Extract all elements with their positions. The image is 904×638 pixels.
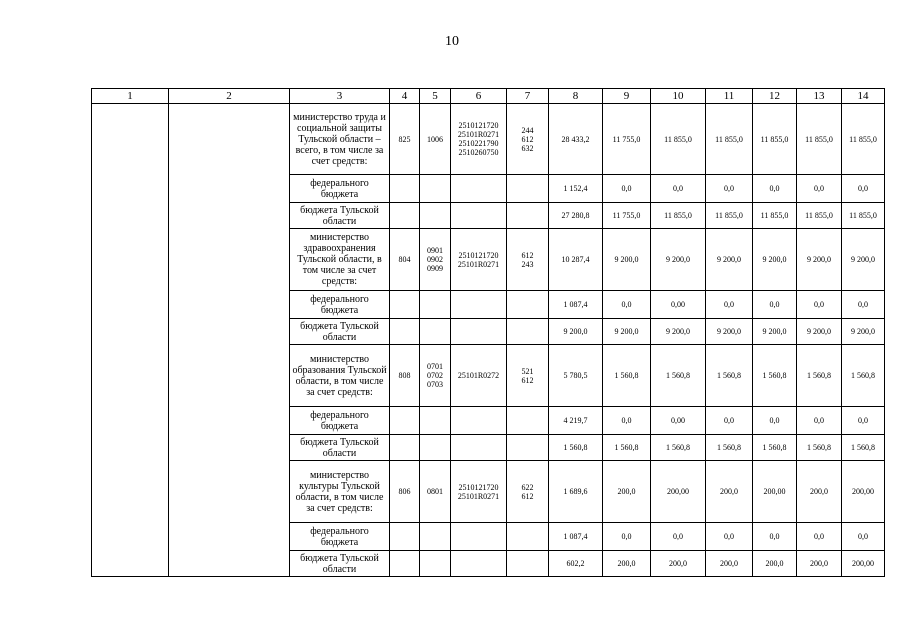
col1-cell xyxy=(92,104,169,577)
code-col5-line: 0909 xyxy=(427,264,443,273)
value-cell: 27 280,8 xyxy=(549,203,603,229)
value-cell: 9 200,0 xyxy=(706,319,753,345)
value-cell: 9 200,0 xyxy=(651,229,706,291)
code-col6 xyxy=(451,319,507,345)
value-cell: 11 855,0 xyxy=(753,104,797,175)
header-cell: 13 xyxy=(797,89,842,104)
code-col4: 806 xyxy=(390,461,420,523)
code-col7 xyxy=(507,461,549,523)
value-cell: 0,0 xyxy=(753,523,797,551)
value-cell: 5 780,5 xyxy=(549,345,603,407)
code-col6 xyxy=(451,104,507,175)
header-cell: 9 xyxy=(603,89,651,104)
header-cell: 3 xyxy=(290,89,390,104)
code-col7-line: 612 xyxy=(521,250,534,260)
value-cell: 9 200,0 xyxy=(842,319,885,345)
value-cell: 9 200,0 xyxy=(549,319,603,345)
value-cell: 0,0 xyxy=(651,523,706,551)
value-cell: 1 560,8 xyxy=(549,435,603,461)
code-col6 xyxy=(451,203,507,229)
value-cell: 11 855,0 xyxy=(797,203,842,229)
value-cell: 0,0 xyxy=(753,291,797,319)
row-name: бюджета Тульской области xyxy=(290,319,390,345)
value-cell: 0,0 xyxy=(797,175,842,203)
value-cell: 0,0 xyxy=(753,175,797,203)
code-col4: 804 xyxy=(390,229,420,291)
code-col5 xyxy=(420,229,451,291)
code-col7-line: 612 xyxy=(521,134,534,144)
value-cell: 1 087,4 xyxy=(549,291,603,319)
code-col6-line: 25101R0271 xyxy=(457,130,500,139)
value-cell: 11 855,0 xyxy=(842,203,885,229)
value-cell: 200,00 xyxy=(842,551,885,577)
row-name: федерального бюджета xyxy=(290,175,390,203)
code-col5 xyxy=(420,435,451,461)
code-col6 xyxy=(451,551,507,577)
code-col6-line: 25101R0271 xyxy=(457,491,500,501)
budget-table xyxy=(91,88,885,577)
value-cell: 602,2 xyxy=(549,551,603,577)
value-cell: 0,0 xyxy=(842,407,885,435)
value-cell: 0,00 xyxy=(651,291,706,319)
value-cell: 0,0 xyxy=(797,291,842,319)
value-cell: 11 855,0 xyxy=(753,203,797,229)
page-number: 10 xyxy=(445,34,459,49)
row-name: федерального бюджета xyxy=(290,523,390,551)
value-cell: 200,0 xyxy=(797,461,842,523)
value-cell: 10 287,4 xyxy=(549,229,603,291)
value-cell: 0,0 xyxy=(706,175,753,203)
header-cell: 2 xyxy=(169,89,290,104)
code-col5 xyxy=(420,523,451,551)
value-cell: 1 087,4 xyxy=(549,523,603,551)
code-col6 xyxy=(451,407,507,435)
value-cell: 11 855,0 xyxy=(797,104,842,175)
code-col4 xyxy=(390,291,420,319)
code-col7 xyxy=(507,319,549,345)
code-col7-line: 521 xyxy=(521,366,534,376)
code-col5 xyxy=(420,319,451,345)
code-col7-line: 612 xyxy=(521,491,534,501)
code-col7 xyxy=(507,435,549,461)
code-col4: 825 xyxy=(390,104,420,175)
value-cell: 1 560,8 xyxy=(651,345,706,407)
header-cell: 8 xyxy=(549,89,603,104)
code-col6 xyxy=(451,461,507,523)
value-cell: 11 755,0 xyxy=(603,203,651,229)
code-col4 xyxy=(390,551,420,577)
code-col5-line: 0801 xyxy=(427,487,443,496)
value-cell: 1 560,8 xyxy=(706,345,753,407)
value-cell: 0,0 xyxy=(706,523,753,551)
value-cell: 9 200,0 xyxy=(797,229,842,291)
code-col7 xyxy=(507,104,549,175)
code-col6-line: 2510121720 xyxy=(458,482,499,492)
value-cell: 0,0 xyxy=(842,291,885,319)
code-col4 xyxy=(390,319,420,345)
value-cell: 9 200,0 xyxy=(651,319,706,345)
row-name: министерство здравоохранения Тульской области, в том числе за счет средств: xyxy=(290,229,390,291)
value-cell: 9 200,0 xyxy=(842,229,885,291)
value-cell: 11 755,0 xyxy=(603,104,651,175)
code-col4 xyxy=(390,175,420,203)
value-cell: 1 560,8 xyxy=(753,345,797,407)
value-cell: 200,0 xyxy=(706,551,753,577)
code-col6 xyxy=(451,523,507,551)
value-cell: 9 200,0 xyxy=(797,319,842,345)
code-col5 xyxy=(420,104,451,175)
code-col6 xyxy=(451,291,507,319)
code-col5 xyxy=(420,345,451,407)
value-cell: 0,00 xyxy=(651,407,706,435)
code-col4 xyxy=(390,203,420,229)
value-cell: 200,0 xyxy=(603,551,651,577)
code-col6-line: 2510221790 xyxy=(458,139,499,148)
value-cell: 0,0 xyxy=(797,407,842,435)
code-col7-line: 243 xyxy=(521,259,534,269)
code-col7 xyxy=(507,203,549,229)
value-cell: 1 560,8 xyxy=(842,345,885,407)
code-col5-line: 0901 xyxy=(427,246,443,255)
value-cell: 1 560,8 xyxy=(797,345,842,407)
code-col7 xyxy=(507,229,549,291)
code-col5-line: 0702 xyxy=(427,371,443,380)
header-cell: 6 xyxy=(451,89,507,104)
code-col7 xyxy=(507,551,549,577)
code-col6 xyxy=(451,229,507,291)
value-cell: 0,0 xyxy=(651,175,706,203)
row-name: бюджета Тульской области xyxy=(290,203,390,229)
table-row xyxy=(92,104,885,175)
value-cell: 200,0 xyxy=(797,551,842,577)
code-col7 xyxy=(507,175,549,203)
header-cell: 12 xyxy=(753,89,797,104)
value-cell: 9 200,0 xyxy=(706,229,753,291)
code-col6 xyxy=(451,345,507,407)
code-col4: 808 xyxy=(390,345,420,407)
row-name: министерство образования Тульской области, в том числе за счет средств: xyxy=(290,345,390,407)
header-cell: 5 xyxy=(420,89,451,104)
value-cell: 200,0 xyxy=(651,551,706,577)
header-cell: 4 xyxy=(390,89,420,104)
value-cell: 0,0 xyxy=(603,291,651,319)
code-col4 xyxy=(390,435,420,461)
code-col7-line: 244 xyxy=(521,125,534,135)
row-name: федерального бюджета xyxy=(290,291,390,319)
code-col5 xyxy=(420,461,451,523)
value-cell: 11 855,0 xyxy=(706,203,753,229)
value-cell: 1 689,6 xyxy=(549,461,603,523)
code-col6-line: 2510121720 xyxy=(458,250,499,260)
code-col6-line: 2510260750 xyxy=(458,148,499,157)
value-cell: 9 200,0 xyxy=(753,229,797,291)
value-cell: 0,0 xyxy=(797,523,842,551)
code-col5-line: 0701 xyxy=(427,362,443,371)
value-cell: 0,0 xyxy=(706,407,753,435)
code-col5-line: 1006 xyxy=(427,134,443,144)
value-cell: 1 152,4 xyxy=(549,175,603,203)
code-col5-line: 0703 xyxy=(427,380,443,389)
value-cell: 1 560,8 xyxy=(706,435,753,461)
code-col5 xyxy=(420,175,451,203)
row-name: федерального бюджета xyxy=(290,407,390,435)
code-col6 xyxy=(451,175,507,203)
code-col7-line: 632 xyxy=(521,143,534,153)
code-col5 xyxy=(420,291,451,319)
code-col4 xyxy=(390,523,420,551)
code-col7 xyxy=(507,407,549,435)
value-cell: 0,0 xyxy=(603,523,651,551)
code-col7-line: 612 xyxy=(521,375,534,385)
value-cell: 0,0 xyxy=(603,175,651,203)
code-col7 xyxy=(507,523,549,551)
value-cell: 0,0 xyxy=(753,407,797,435)
value-cell: 1 560,8 xyxy=(842,435,885,461)
header-cell: 10 xyxy=(651,89,706,104)
value-cell: 11 855,0 xyxy=(842,104,885,175)
value-cell: 200,00 xyxy=(842,461,885,523)
value-cell: 1 560,8 xyxy=(797,435,842,461)
row-name: министерство труда и социальной защиты Тульской области – всего, в том числе за счет средств: xyxy=(290,104,390,175)
value-cell: 1 560,8 xyxy=(753,435,797,461)
code-col7 xyxy=(507,345,549,407)
code-col5 xyxy=(420,407,451,435)
value-cell: 200,00 xyxy=(651,461,706,523)
code-col5 xyxy=(420,203,451,229)
code-col6-line: 25101R0272 xyxy=(457,371,500,380)
col2-cell xyxy=(169,104,290,577)
value-cell: 0,0 xyxy=(842,523,885,551)
code-col5 xyxy=(420,551,451,577)
header-cell: 7 xyxy=(507,89,549,104)
value-cell: 200,00 xyxy=(753,461,797,523)
value-cell: 0,0 xyxy=(842,175,885,203)
value-cell: 11 855,0 xyxy=(651,104,706,175)
value-cell: 9 200,0 xyxy=(603,319,651,345)
value-cell: 9 200,0 xyxy=(603,229,651,291)
value-cell: 4 219,7 xyxy=(549,407,603,435)
value-cell: 1 560,8 xyxy=(603,345,651,407)
value-cell: 200,0 xyxy=(706,461,753,523)
value-cell: 11 855,0 xyxy=(651,203,706,229)
value-cell: 0,0 xyxy=(706,291,753,319)
value-cell: 200,0 xyxy=(753,551,797,577)
header-cell: 11 xyxy=(706,89,753,104)
value-cell: 0,0 xyxy=(603,407,651,435)
value-cell: 1 560,8 xyxy=(651,435,706,461)
value-cell: 9 200,0 xyxy=(753,319,797,345)
row-name: бюджета Тульской области xyxy=(290,435,390,461)
row-name: бюджета Тульской области xyxy=(290,551,390,577)
value-cell: 11 855,0 xyxy=(706,104,753,175)
value-cell: 1 560,8 xyxy=(603,435,651,461)
header-cell: 1 xyxy=(92,89,169,104)
code-col4 xyxy=(390,407,420,435)
row-name: министерство культуры Тульской области, в том числе за счет средств: xyxy=(290,461,390,523)
code-col5-line: 0902 xyxy=(427,255,443,264)
code-col6 xyxy=(451,435,507,461)
header-row xyxy=(92,89,885,104)
code-col7-line: 622 xyxy=(521,482,534,492)
code-col7 xyxy=(507,291,549,319)
header-cell: 14 xyxy=(842,89,885,104)
value-cell: 28 433,2 xyxy=(549,104,603,175)
code-col6-line: 25101R0271 xyxy=(457,259,500,269)
code-col6-line: 2510121720 xyxy=(458,121,499,130)
value-cell: 200,0 xyxy=(603,461,651,523)
